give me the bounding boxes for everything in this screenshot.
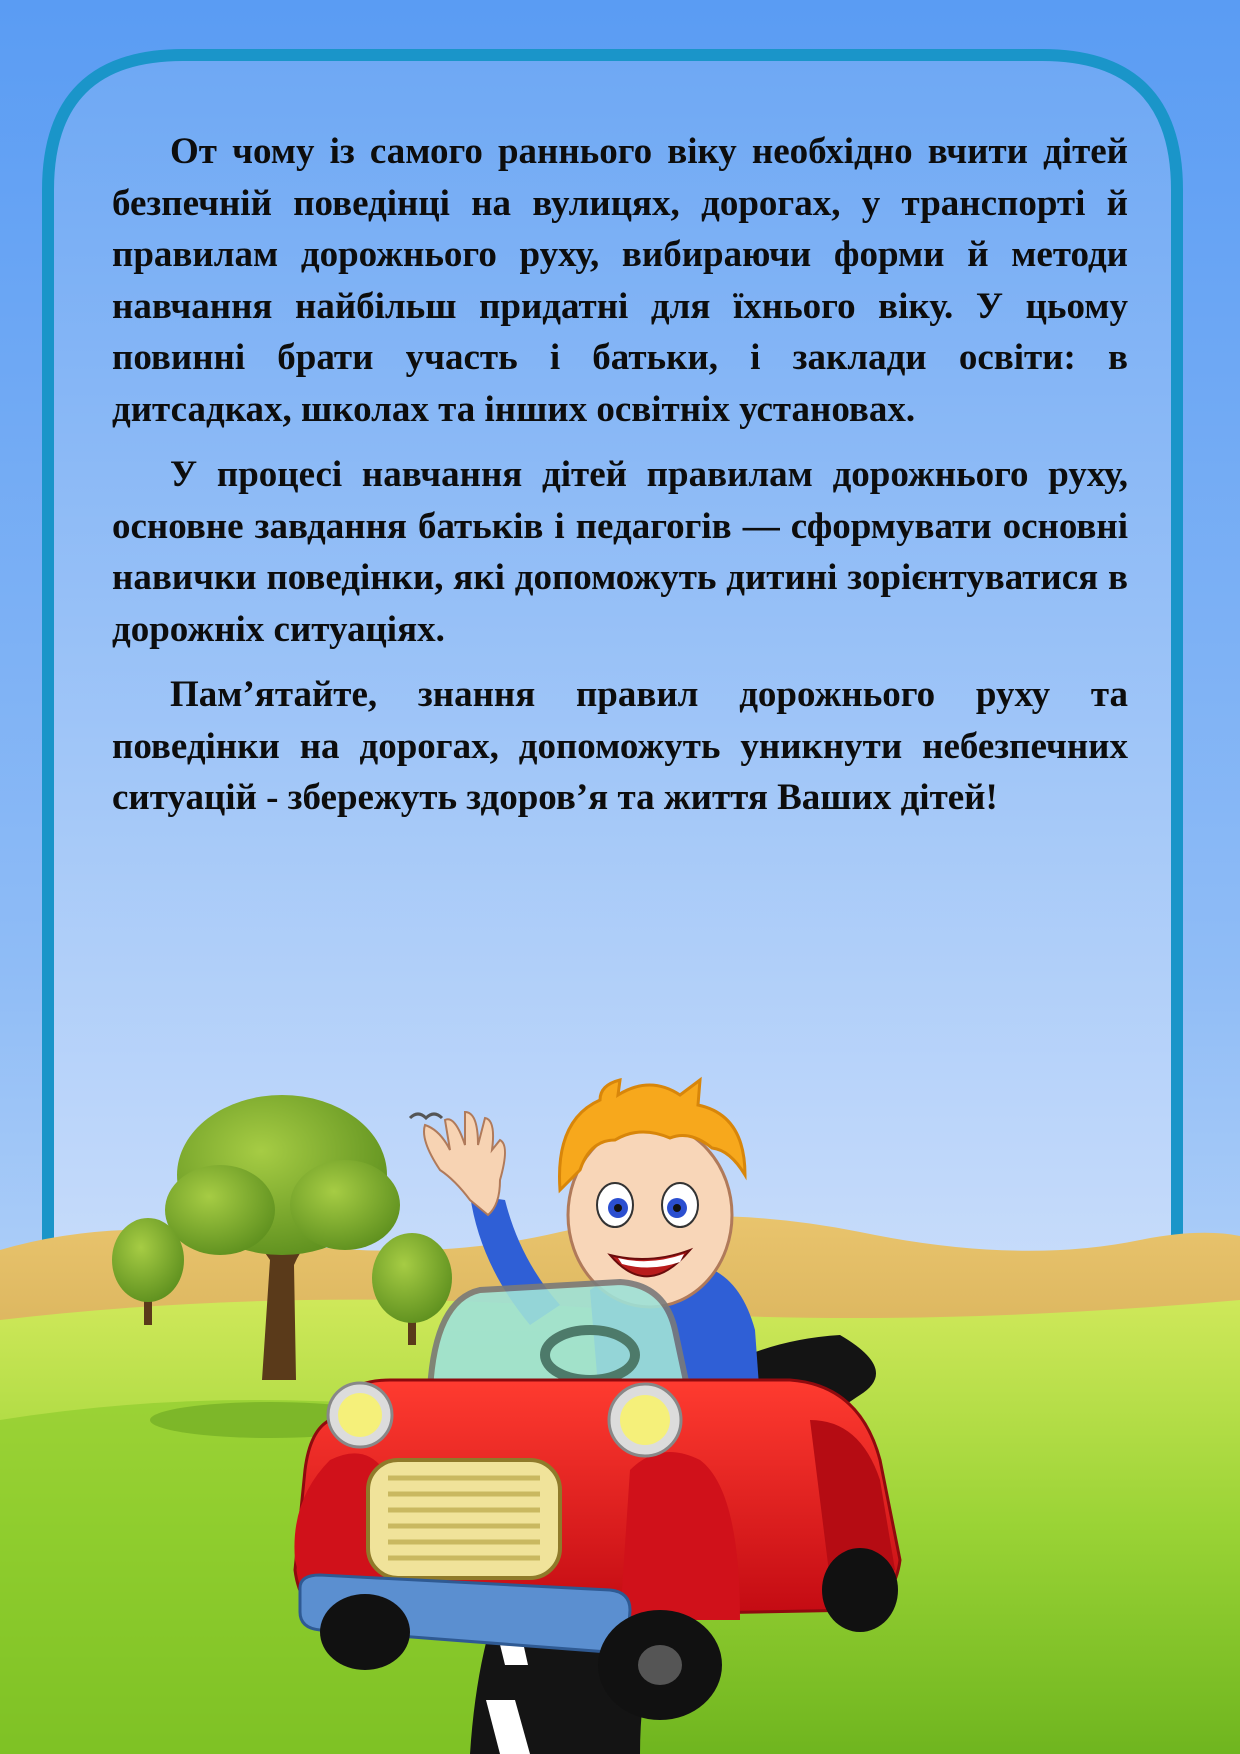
- paragraph-3: Пам’ятайте, знання правил дорожнього руху та поведінки на дорогах, допоможуть уникнути небезпечних ситуацій - збережуть здоров’я та життя Ваших дітей!: [112, 674, 1128, 818]
- paragraph-2: У процесі навчання дітей правилам дорожнього руху, основне завдання батьків і педагогів — сформувати основні навички поведінки, які допоможуть дитині зорієнтуватися в дорожніх ситуаціях.: [112, 454, 1128, 650]
- main-text: [112, 126, 1128, 838]
- paragraph-1: От чому із самого раннього віку необхідно вчити дітей безпечній поведінці на вулицях, дорогах, у транспорті й правилам дорожнього руху, вибираючи форми й методи навчання найбільш придатні для їхнього віку. У цьому повинні брати участь і батьки, і заклади освіти: в дитсадках, школах та інших освітніх установах.: [112, 131, 1128, 430]
